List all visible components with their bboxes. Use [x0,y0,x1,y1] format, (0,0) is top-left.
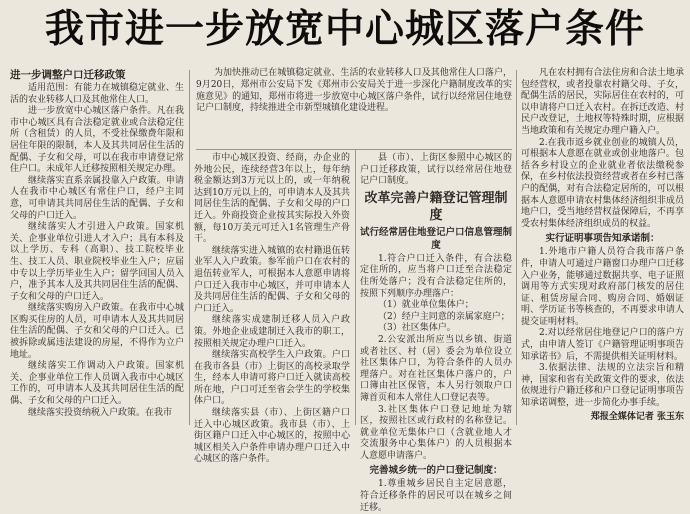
column-1 [10,68,184,424]
paragraph: 1.符合户口迁入条件，有合法稳定住所的，应当将户口迁至合法稳定住所处落户；没有合法稳定住所的，按照下列顺序办理落户： [360,253,512,299]
lead-paragraph-box [196,68,512,146]
paragraph: 1.尊重城乡居民自主定居意愿，符合迁移条件的居民可以在城乡之间迁移。 [360,479,512,513]
column-3 [360,153,513,513]
column-rule-1 [189,70,190,425]
paragraph: 继续落实人才引进入户政策。国家机关、企事业单位引进人才入户；具有本科及以上学历、专科（高职）、技工院校毕业生、技工人员、职业院校毕业生入户；应届中专以上学历毕业生入户；留学回国人员入户，准予其本人及其共同居住生活的配偶、子女和父母的户口迁入。 [10,222,184,302]
headline: 我市进一步放宽中心城区落户条件 [44,7,645,52]
paragraph: 继续落实购房入户政策。在我市中心城区购买住房的人员，可申请本人及其共同居住生活的配偶、子女和父母的户口迁入。已被拆除或属违法建设的房屋，不得作为立户地址。 [10,303,184,360]
column-rule-2 [355,150,356,425]
paragraph: 继续落实工作调动入户政策。国家机关、企事业单位工作人员调入我市中心城区工作的，可申请本人及其共同居住生活的配偶、子女和父母的户口迁入。 [10,361,184,407]
section-heading-hukou-migration: 进一步调整户口迁移政策 [10,69,126,81]
byline: 郑报全媒体记者 张玉东 [590,412,684,422]
paragraph: 继续落实进入城镇的农村籍退伍转业军人入户政策。参军前户口在农村的退伍转业军人，可根据本人意愿申请将户口迁入我市中心城区，并可申请本人及共同居住生活的配偶、子女和父母的户口迁入。 [194,245,350,314]
paragraph: 进一步放宽中心城区落户条件。凡在我市中心城区具有合法稳定就业或合法稳定住所（含租赁）的人员，不受社保缴费年限和居住年限的限制，本人及其共同居住生活的配偶、子女和父母，可以在我市申请登记常住户口。未成年人迁移按照相关规定办理。 [10,106,184,175]
paragraph: （2）经户主同意的亲属家庭户； [378,311,510,322]
paragraph: （1）就业单位集体户； [378,300,474,311]
paragraph: 1.外地市户籍人员符合我市落户条件，申请人可通过户籍窗口办理户口迁移入户业务，能够通过数据共享、电子证照调用等方式实现对政府部门核发的居住证、租赁房屋合同、购房合同、婚姻证明、学历证书等核查的，不再要求申请人提交证明材料。 [521,247,684,327]
subheading-unified-registration: 完善城乡统一的户口登记制度： [369,465,503,477]
paragraph: 继续落实县（市）、上街区籍户口迁入中心城区政策。我市县（市）、上街区籍户口迁入中心城区的，按照中心城区相关入户条件申请办理户口迁入中心城区的落户条件。 [194,408,350,465]
paragraph: 2.在我市返乡就业创业的城镇人员，可根据本人意愿在就业或创业地落户。包括各乡村设立的企业就业者依法缴税参保，在乡村依法投资经营或者在乡村已落户的配偶，对有合法稳定居所的，可以根据本人意愿申请农村集体经济组织非成员地户口，受当地经营权益保障后，不再享受农村集体经济组织成员的权益。 [521,137,684,229]
lead-rule [196,149,512,150]
paragraph: 市中心城区投资、经商，办企业的外地公民，连续经营3年以上，每年纳税金额达到3万元以上的，或一年纳税达到10万元以上的，可申请本人及其共同居住生活的配偶、子女和父母的户口迁入。外商投资企业按其实际投入外资额，每10万美元可迁入1名管理生产骨干。 [194,153,350,245]
paragraph: 继续落实投资纳税入户政策。在我市 [28,407,173,418]
paragraph: （3）社区集体户。 [378,323,456,334]
lead-paragraph: 为加快推动已在城镇稳定就业、生活的农业转移人口及其他常住人口落户，9月20日，郑州市公安局下发《郑州市公安局关于进一步深化户籍制度改革的实施意见》的通知，郑州市将进一步放宽中心城区落户条件，试行以经常居住地登记户口制度，持续推进全市新型城镇化建设进程。 [196,68,512,114]
paragraph: 3.社区集体户口登记地址为辖区，按照社区或行政村的名称登记。就业单位无集体户口（含就业地人才交流服务中心集体户）的人员根据本人意愿申请落户。 [360,404,512,461]
paragraph: 凡在农村拥有合法住房和合法土地承包经营权，或者投靠农村籍父母、子女，配偶生活的居民，实际居住在农村的，可以申请将户口迁入农村。在拆迁改造、村民户改登记，土地权等特殊时期，应根据当地政策和有关规定办理户籍入户。 [521,68,684,136]
paragraph: 2.对以经常居住地登记户口的落户方式，由申请人签订《户籍管理证明事项告知承诺书》后，不需提供相关证明材料。 [521,328,684,362]
column-2 [194,153,350,465]
column-rule-3 [516,70,517,425]
column-4 [521,68,684,410]
paragraph: 适用范围：有能力在城镇稳定就业、生活的农业转移人口及其他常住人口。 [10,83,184,105]
paragraph: 继续落实成建制迁移人员入户政策。外地企业成建制迁入我市的职工，按照相关规定办理户口迁入。 [194,315,350,349]
section-heading-registration: 改革完善户籍登记管理制度 [364,190,508,223]
subheading-notification-commitment: 实行证明事项告知承诺制： [545,233,660,245]
paragraph: 3.依据法律、法规的立法宗旨和精神，国家和省有关政策文件的要求，依法依规进行户籍迁移和户口登记证明事项告知承诺调整，进一步简化办事手续。 [521,363,684,409]
paragraph: 2.公安派出所应当以乡镇、街道或者社区、村（居）委会为单位设立社区集体户口，为符合条件的人员办理落户。对在社区集体户落户的，户口簿由社区保管，本人另行领取户口簿首页和本人常住人口登记表等。 [360,334,512,403]
subheading-residence-registration: 试行经常居住地登记户口信息管理制度 [360,226,513,251]
paragraph: 县（市）、上街区参照中心城区的户口迁移政策，试行以经常居住地登记户口制度。 [360,153,512,187]
paragraph: 继续落实高校学生入户政策。户口在我市各县（市）上街区的高校录取学生，经本人申请可将户口迁入就读高校所在地，户口可迁至省会学生的学校集体户口。 [194,350,350,407]
paragraph: 继续落实直系亲属投靠入户政策。申请人在我市中心城区有常住户口，经户主同意，可申请其共同居住生活的配偶、子女和父母的户口迁入。 [10,175,184,221]
